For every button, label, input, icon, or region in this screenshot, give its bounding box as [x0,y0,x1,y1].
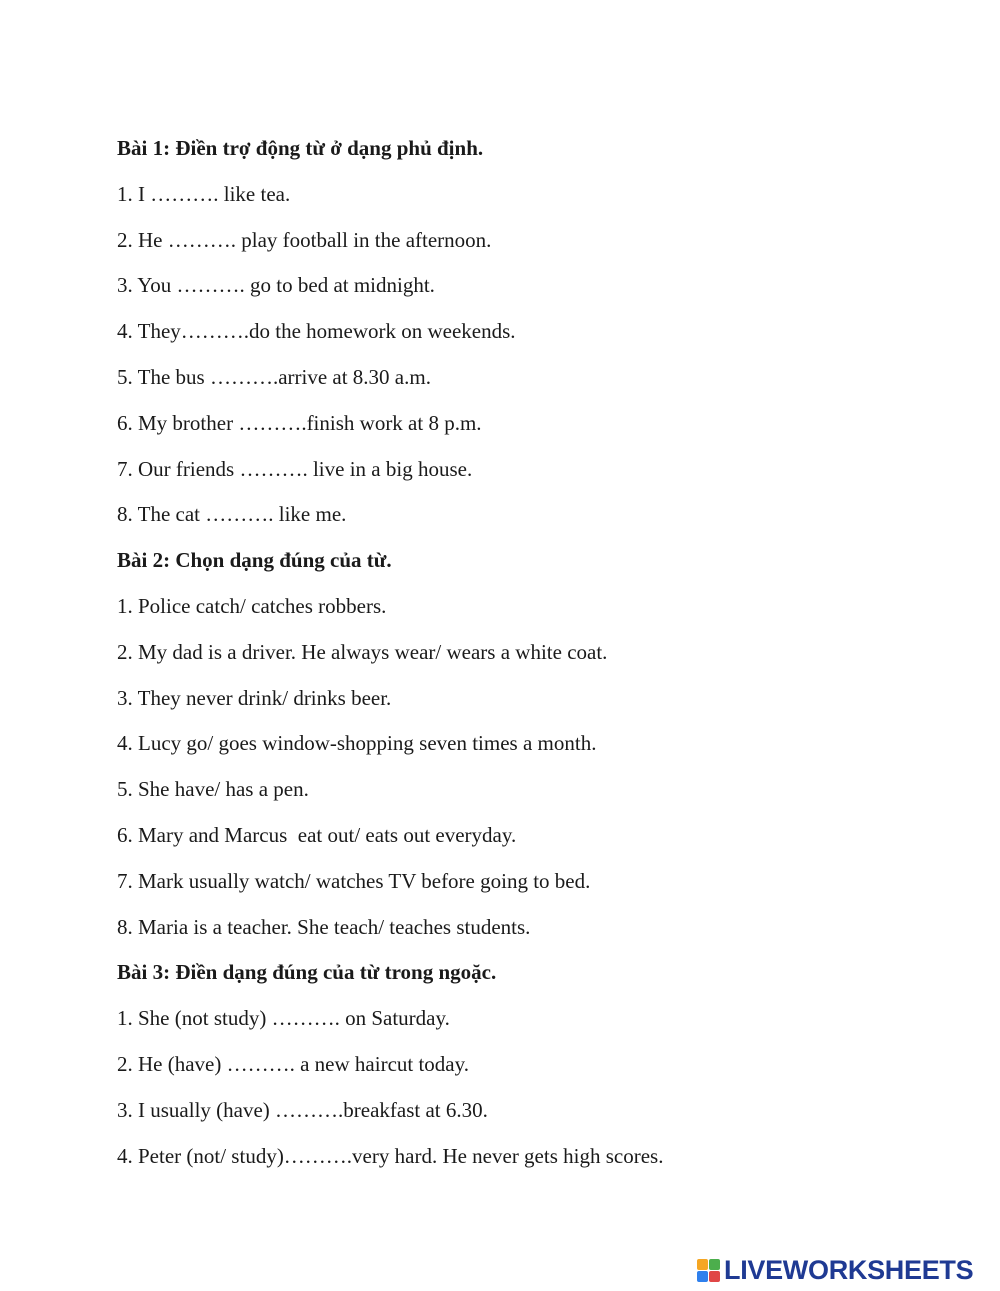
logo-tile-4 [709,1271,720,1282]
section-2-item-4: 4. Lucy go/ goes window-shopping seven times a month. [117,731,597,756]
section-3-item-4: 4. Peter (not/ study)……….very hard. He never gets high scores. [117,1143,664,1168]
logo-tile-2 [709,1259,720,1270]
section-1-item-8: 8. The cat ………. like me. [117,502,347,527]
section-1-item-2: 2. He ………. play football in the afternoon. [117,227,492,252]
section-1-item-7: 7. Our friends ………. live in a big house. [117,456,473,481]
liveworksheets-logo-icon [697,1259,720,1282]
section-3-heading: Bài 3: Điền dạng đúng của từ trong ngoặc. [117,960,497,985]
section-2-item-6: 6. Mary and Marcus eat out/ eats out everyday. [117,822,517,847]
logo-tile-1 [697,1259,708,1270]
section-2-heading: Bài 2: Chọn dạng đúng của từ. [117,548,392,573]
section-3-item-3: 3. I usually (have) ……….breakfast at 6.30. [117,1097,488,1122]
liveworksheets-wordmark: LIVEWORKSHEETS [724,1255,974,1285]
section-2-item-3: 3. They never drink/ drinks beer. [117,685,392,710]
section-1-item-6: 6. My brother ……….finish work at 8 p.m. [117,410,482,435]
section-1-item-1: 1. I ………. like tea. [117,181,291,206]
section-2-item-7: 7. Mark usually watch/ watches TV before going to bed. [117,868,591,893]
section-1-item-3: 3. You ………. go to bed at midnight. [117,273,435,298]
liveworksheets-logo [697,1255,973,1285]
section-1-item-5: 5. The bus ……….arrive at 8.30 a.m. [117,364,431,389]
section-2-item-8: 8. Maria is a teacher. She teach/ teaches students. [117,914,531,939]
section-3-item-1: 1. She (not study) ………. on Saturday. [117,1006,450,1031]
section-3-item-2: 2. He (have) ………. a new haircut today. [117,1051,470,1076]
section-2-item-2: 2. My dad is a driver. He always wear/ wears a white coat. [117,639,608,664]
logo-tile-3 [697,1271,708,1282]
section-2-item-1: 1. Police catch/ catches robbers. [117,593,387,618]
worksheet [117,136,917,1189]
section-2-item-5: 5. She have/ has a pen. [117,777,309,802]
section-1-item-4: 4. They……….do the homework on weekends. [117,319,516,344]
section-1-heading: Bài 1: Điền trợ động từ ở dạng phủ định. [117,136,484,160]
